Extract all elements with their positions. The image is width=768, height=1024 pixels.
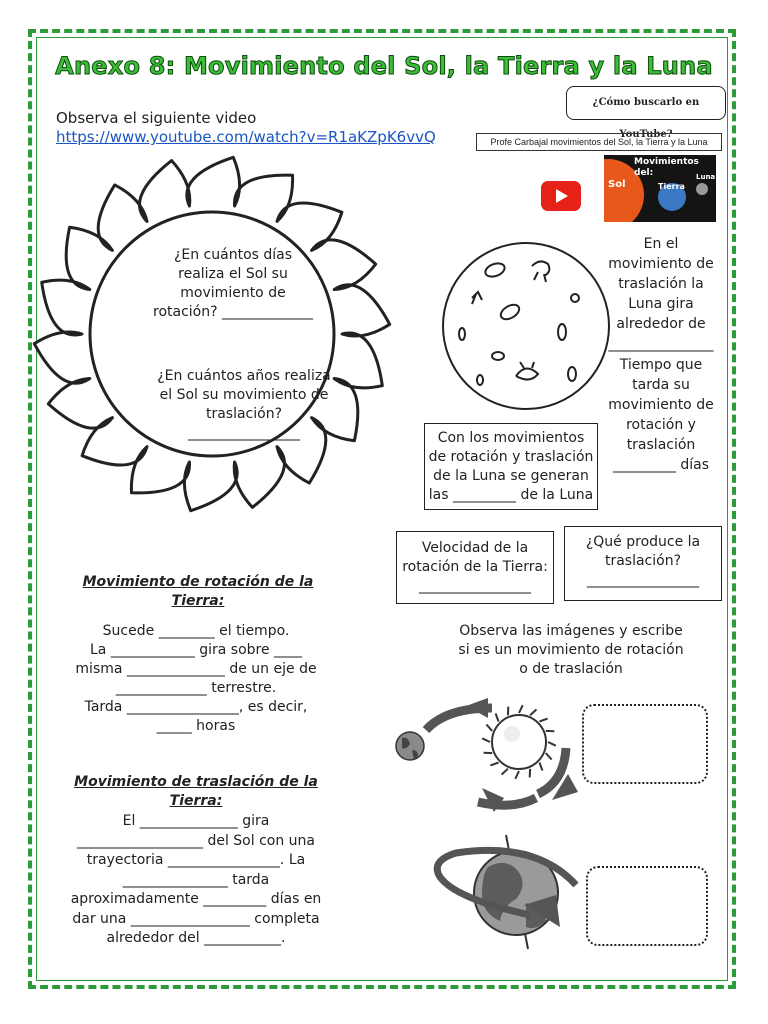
sun-q2-line: ¿En cuántos años realiza — [157, 368, 331, 384]
earth-small-icon — [396, 732, 424, 760]
observe-line: o de traslación — [519, 661, 623, 677]
moon-side-line: alrededor de — [616, 316, 706, 332]
moon-side-line: movimiento de — [608, 397, 714, 413]
sun-q1-line: movimiento de — [180, 285, 286, 301]
produce-line: ¿Qué produce la — [585, 534, 701, 550]
observe-instructions — [440, 622, 702, 679]
rotation-heading-line: Movimiento de rotación de la — [82, 574, 314, 590]
moon-side-line: En el — [643, 236, 679, 252]
speech-bubble: ¿Cómo buscarlo en YouTube? — [566, 86, 726, 120]
observe-line: si es un movimiento de rotación — [458, 642, 684, 658]
thumbnail-luna: Luna — [696, 173, 716, 181]
translation-line: El ______________ gira — [122, 813, 270, 829]
moon-side-line: traslación la — [618, 276, 704, 292]
earth-rotation-illustration — [428, 825, 588, 955]
moon-side-text — [604, 234, 718, 475]
produce-line: ________________ — [587, 572, 699, 588]
small-sun-ray — [519, 705, 523, 713]
small-sun-ray — [486, 725, 492, 731]
moon-side-line: rotación y — [626, 417, 696, 433]
answer-box-2[interactable] — [586, 866, 708, 946]
moon-phases-box — [424, 423, 598, 510]
translation-body — [52, 812, 340, 949]
rotation-line: misma ______________ de un eje de — [75, 661, 317, 677]
rotation-heading — [68, 573, 328, 611]
sun-q1-line: rotación? _____________ — [153, 304, 313, 320]
small-sun-ray — [502, 769, 508, 775]
sun-q1-line: realiza el Sol su — [178, 266, 288, 282]
translation-line: trayectoria ________________. La — [86, 852, 306, 868]
answer-box-1[interactable] — [582, 704, 708, 784]
translation-line: dar una _________________ completa — [72, 910, 320, 927]
rotation-line: Sucede ________ el tiempo. — [102, 623, 290, 639]
velocity-line: rotación de la Tierra: — [402, 559, 548, 575]
thumbnail-sol: Sol — [608, 179, 626, 190]
video-link[interactable]: https://www.youtube.com/watch?v=R1aKZpK6vvQ — [56, 128, 436, 146]
rotation-line: _____________ terrestre. — [115, 680, 277, 696]
velocity-line: Velocidad de la — [421, 540, 529, 556]
translation-heading: Movimiento de traslación de la Tierra: — [74, 774, 318, 809]
small-sun-ray — [490, 763, 498, 766]
moon-side-line: Tiempo que — [619, 357, 703, 373]
moon-icon — [440, 240, 612, 412]
intro-text: Observa el siguiente video — [56, 109, 257, 127]
small-sun-ray — [496, 713, 499, 721]
moon-side-line: _______________ — [608, 336, 714, 352]
moon-side-line: traslación — [626, 437, 696, 453]
sun-q1-line: ¿En cuántos días — [173, 247, 293, 263]
thumbnail-title: Movimientos del: — [634, 157, 699, 178]
moon-side-line: movimiento de — [608, 256, 714, 272]
earth-velocity-box — [396, 531, 554, 604]
moon-box-line: de la Luna se generan — [433, 468, 589, 484]
observe-line: Observa las imágenes y escribe — [459, 623, 683, 639]
rotation-line: _____ horas — [156, 718, 236, 734]
small-sun-ray — [530, 709, 536, 715]
translation-line: _______________ tarda — [122, 871, 270, 888]
moon-box-line: las _________ de la Luna — [428, 487, 594, 503]
small-sun-ray — [515, 771, 519, 779]
sun-q2-line: traslación? — [205, 406, 283, 422]
velocity-line: ________________ — [419, 578, 531, 594]
small-sun-ray — [546, 753, 552, 759]
moon-side-line: Luna gira — [628, 296, 694, 312]
translation-effect-box — [564, 526, 722, 601]
earth-orbit-illustration — [396, 690, 576, 815]
video-caption: Profe Carbajal movimientos del Sol, la Tierra y la Luna — [476, 133, 722, 151]
translation-line: alrededor del ___________. — [106, 930, 286, 946]
small-sun-ray — [540, 719, 548, 722]
sun-small-icon — [482, 705, 556, 779]
sun-q2-line: el Sol su movimiento de — [159, 387, 329, 403]
rotation-line: La ____________ gira sobre ____ — [89, 642, 303, 658]
moon-side-line: tarda su — [632, 377, 690, 393]
sun-question-translation — [140, 367, 348, 443]
thumbnail-tierra: Tierra — [658, 182, 685, 191]
rotation-line: Tarda ________________, es decir, — [84, 699, 308, 715]
sun-question-rotation — [140, 246, 326, 322]
translation-line: __________________ del Sol con una — [77, 832, 315, 849]
small-sun-ray — [540, 763, 543, 771]
moon-box-line: de rotación y traslación — [428, 449, 594, 465]
moon-box-line: Con los movimientos — [437, 430, 585, 446]
moon-side-line: _________ días — [612, 457, 710, 473]
rotation-heading-line: Tierra: — [171, 593, 225, 609]
rotation-body — [52, 622, 340, 736]
translation-line: aproximadamente _________ días en — [70, 891, 322, 907]
sun-q2-line: ________________ — [188, 425, 300, 441]
small-sun-ray — [482, 738, 490, 742]
small-sun-ray — [548, 742, 556, 746]
produce-line: traslación? — [604, 553, 682, 569]
page-title: Anexo 8: Movimiento del Sol, la Tierra y la Luna — [55, 52, 713, 80]
